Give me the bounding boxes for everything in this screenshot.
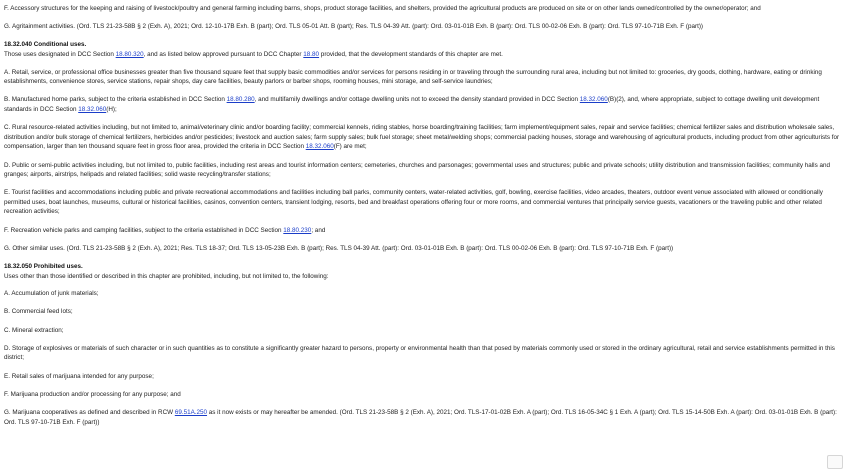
link-18-80-230[interactable]: 18.80.230 [283, 226, 312, 234]
item-b-text-2: , and multifamily dwellings and/or cottage dwelling units not to exceed the density standard provided in DCC Section [254, 96, 580, 104]
conditional-item-e: E. Tourist facilities and accommodations including public and private recreational accommodations and facilities including ball parks, community centers, water-related activities, golf, bowling, exercise facilities, video arcades, theaters, outdoor event venue associated with allowed or conditionally permitted uses, boat launches, museums, cultural or historical facilities, casinos, convention centers, transient lodging, resorts, bed and breakfast operations offering four or more rooms, and commercial ventures that principally service guests, vacationers or the traveling public and other related recreation activities; [4, 189, 823, 216]
link-18-80-280[interactable]: 18.80.280 [226, 96, 255, 104]
link-18-32-060-b[interactable]: 18.32.060 [579, 96, 608, 104]
link-18-32-060-f[interactable]: 18.32.060 [305, 143, 334, 151]
item-b-text-3: (B)(2), and, where appropriate, subject to cottage dwelling unit development standards in DCC Section [4, 96, 820, 113]
prohibited-item-b: B. Commercial feed lots; [4, 308, 73, 316]
section-title-prohibited-uses: 18.32.050 Prohibited uses. [4, 263, 83, 271]
item-c-text-1: C. Rural resource-related activities including, but not limited to, animal/veterinary clinic and/or boarding facility; commercial kennels, riding stables, horse boarding/training facilities; farm implement/equipment sales, repair and service facilities; chemical fertilizer sales and distribution wholesale sales, distribution and/or bulk storage of chemical fertilizers, herbicides and/or pesticides; livestock and auction sales; farm supply sales; bulk fuel storage; sheet metal/welding shops; commercial packing houses, storage and warehousing of agricultural products, including product from other agriculturists for compensation, larger than ten thousand square feet in gross floor area, provided the criteria in DCC Section [4, 124, 840, 151]
prohibited-item-e: E. Retail sales of marijuana intended for any purpose; [4, 372, 154, 380]
conditional-item-d: D. Public or semi-public activities including, but not limited to, public facilities, including rest areas and tourist information centers; cemeteries, churches and parsonages; governmental uses and structures; public and private schools; utility distribution and transmission facilities; community halls and granges; airports, airstrips, helipads and related facilities; solid waste recycling/transfer stations; [4, 161, 830, 179]
prev-item-f [4, 4, 842, 14]
link-18-32-060-h[interactable]: 18.32.060 [78, 105, 107, 113]
item-b-text-1: B. Manufactured home parks, subject to the criteria established in DCC Section [4, 96, 227, 104]
conditional-item-g: G. Other similar uses. (Ord. TLS 21-23-58B § 2 (Exh. A), 2021; Res. TLS 18-37; Ord. TLS 13-05-23B Exh. B (part); Res. TLS 04-39 Att. (part): Ord. 03-01-01B Exh. B (part): Ord. TLS 00-02-06 Exh. B (part): Ord. TLS 97-10-71B Exh. F (part)) [4, 244, 674, 252]
link-rcw-69-51a-250[interactable]: 69.51A.250 [174, 408, 208, 416]
prohibited-uses-intro: Uses other than those identified or described in this chapter are prohibited, including, but not limited to, the following: [4, 272, 329, 280]
code-document [4, 4, 842, 436]
link-18-80-320[interactable]: 18.80.320 [115, 50, 144, 58]
prohibited-item-g [4, 408, 842, 427]
conditional-item-c [4, 123, 842, 152]
prev-item-g-text: G. Agritainment activities. (Ord. TLS 21-23-58B § 2 (Exh. A), 2021; Ord. 12-10-17B Exh. B (part); Ord. TLS 05-01 Att. B (part); Res. TLS 04-39 Att. (part): Ord. 03-01-01B Exh. B (part): Ord. TLS 00-02-06 Exh. B (part): Ord. TLS 97-10-71B Exh. F (part)) [4, 23, 704, 31]
conditional-item-a: A. Retail, service, or professional office businesses greater than five thousand square feet that supply basic commodities and/or services for persons residing in or traveling through the surrounding rural area, including but not limited to: groceries, dry goods, clothing, hardware, eating or drinking establishments, convenience stores, service stations, repair shops, day care facilities, beauty parlors or barber shops, rooming houses, mini storage, and self-service laundries; [4, 68, 822, 86]
intro-text-2: , and as listed below approved pursuant to DCC Chapter [143, 50, 304, 58]
item-b-text-4: (H); [106, 105, 117, 113]
conditional-item-b [4, 95, 842, 114]
item-c-text-2: (F) are met; [333, 143, 367, 151]
prohibited-item-f: F. Marijuana production and/or processing for any purpose; and [4, 390, 181, 398]
intro-text-3: provided, that the development standards of this chapter are met. [319, 50, 503, 58]
link-18-80[interactable]: 18.80 [303, 50, 320, 58]
prohibited-g-text-2: as it now exists or may hereafter be amended. (Ord. TLS 21-23-58B § 2 (Exh. A), 2021; Ord. TLS-17-01-02B Exh. A (part); Ord. TLS 16-05-34C § 1 Exh. A (part); Ord. TLS 15-14-50B Exh. A (part): Ord. 03-01-01B Exh. B (part): Ord. TLS 97-10-71B Exh. F (part)) [4, 408, 837, 426]
prohibited-item-d: D. Storage of explosives or materials of such character or in such quantities as to constitute a significantly greater hazard to persons, property or environmental health than that posed by materials commonly used or stored in the ordinary agricultural, retail and service establishments permitted in this district; [4, 344, 835, 362]
item-f-text-2: ; and [311, 226, 326, 234]
item-f-text-1: F. Recreation vehicle parks and camping facilities, subject to the criteria established in DCC Section [4, 226, 284, 234]
prohibited-item-c: C. Mineral extraction; [4, 326, 64, 334]
prohibited-g-text-1: G. Marijuana cooperatives as defined and described in RCW [4, 408, 175, 416]
conditional-item-f [4, 226, 842, 236]
scroll-corner[interactable] [827, 455, 843, 469]
section-title-conditional-uses: 18.32.040 Conditional uses. [4, 41, 87, 49]
prohibited-item-a: A. Accumulation of junk materials; [4, 290, 99, 298]
conditional-uses-intro [4, 50, 842, 60]
prev-item-g [4, 22, 842, 32]
prev-item-f-text: F. Accessory structures for the keeping and raising of livestock/poultry and general farming including barns, shops, product storage facilities, and shelters, provided the agricultural products are produced on site or on other lands owned/controlled by the owner/operator; and [4, 5, 761, 12]
intro-text-1: Those uses designated in DCC Section [4, 50, 116, 58]
